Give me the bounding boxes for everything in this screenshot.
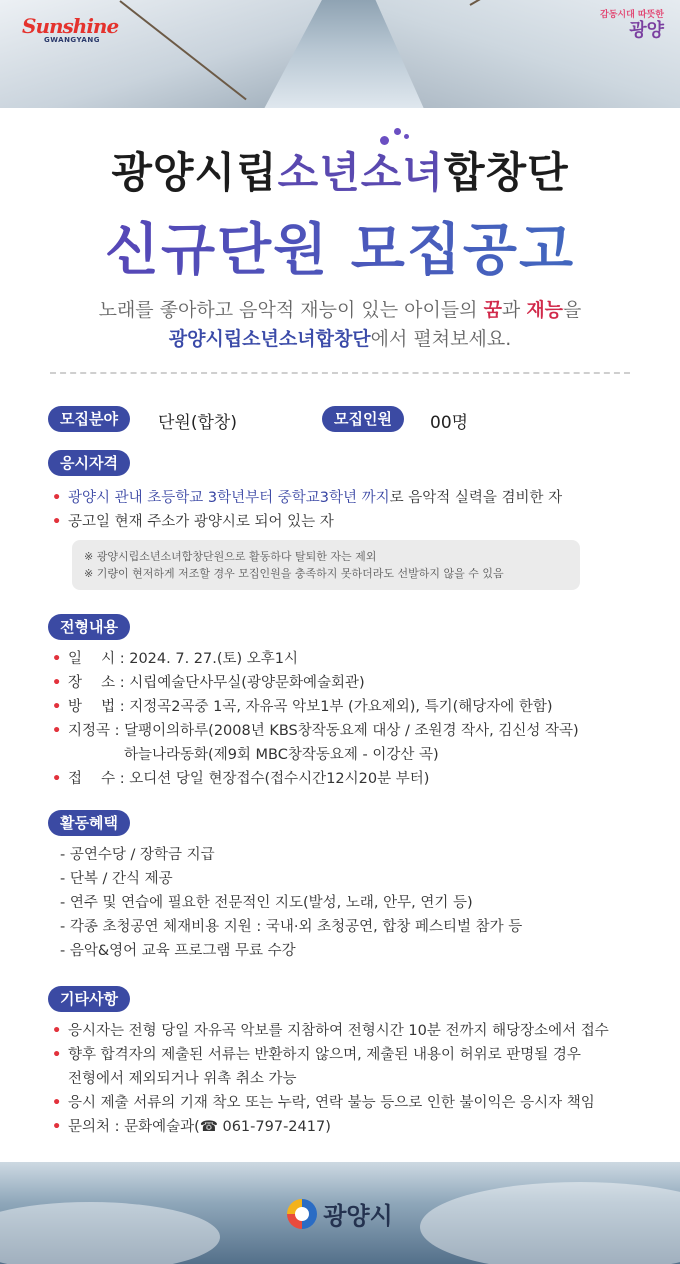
title-highlight-boys: 소년 bbox=[277, 148, 361, 197]
gwangyang-city-logo bbox=[0, 1196, 680, 1231]
city-emblem-icon bbox=[287, 1199, 317, 1229]
etc-text: 응시자는 전형 당일 자유곡 악보를 지참하여 전형시간 10분 전까지 해당장소에서 접수 bbox=[68, 1023, 609, 1039]
intro-text-segment: 을 bbox=[563, 299, 582, 321]
qualification-highlight: 광양시 관내 초등학교 3학년부터 중학교3학년 까지 bbox=[68, 490, 390, 506]
choir-title bbox=[0, 140, 680, 200]
selection-place: 장 소 : 시립예술단사무실(광양문화예술회관) bbox=[68, 675, 365, 691]
list-item: • 공고일 현재 주소가 광양시로 되어 있는 자 bbox=[52, 514, 334, 530]
recruit-count-value: 00명 bbox=[430, 413, 469, 433]
list-item: - 연주 및 연습에 필요한 전문적인 지도(발성, 노래, 안무, 연기 등) bbox=[60, 895, 473, 911]
list-item: • 향후 합격자의 제출된 서류는 반환하지 않으며, 제출된 내용이 허위로 판명될 경우 bbox=[52, 1047, 581, 1063]
list-item: • 문의처 : 문화예술과(☎ 061-797-2417) bbox=[52, 1119, 331, 1135]
intro-highlight-talent: 재능 bbox=[526, 299, 564, 321]
selection-method: 방 법 : 지정곡2곡중 1곡, 자유곡 악보1부 (가요제외), 특기(해당자에 한함) bbox=[68, 699, 553, 715]
intro-highlight-dream: 꿈 bbox=[483, 299, 502, 321]
intro-text-segment: 과 bbox=[501, 299, 527, 321]
city-slogan-logo bbox=[592, 10, 664, 41]
recruit-field-badge: 모집분야 bbox=[48, 406, 130, 432]
list-item: - 단복 / 간식 제공 bbox=[60, 871, 173, 887]
benefits-badge: 활동혜택 bbox=[48, 810, 130, 836]
slogan-small-text: 감동시대 따뜻한 bbox=[600, 10, 664, 20]
list-item: • 장 소 : 시립예술단사무실(광양문화예술회관) bbox=[52, 675, 365, 691]
header-banner bbox=[0, 0, 680, 108]
selection-badge: 전형내용 bbox=[48, 614, 130, 640]
list-item: • 접 수 : 오디션 당일 현장접수(접수시간12시20분 부터) bbox=[52, 771, 430, 787]
contact-info: 문의처 : 문화예술과(☎ 061-797-2417) bbox=[68, 1119, 331, 1135]
dashed-divider bbox=[50, 372, 630, 374]
etc-text: 전형에서 제외되거나 위촉 취소 가능 bbox=[68, 1071, 297, 1087]
qualification-badge: 응시자격 bbox=[48, 450, 130, 476]
city-name: 광양시 bbox=[323, 1202, 393, 1230]
selection-song-2: 하늘나라동화(제9회 MBC창작동요제 - 이강산 곡) bbox=[124, 747, 439, 763]
list-item: • 응시 제출 서류의 기재 착오 또는 누락, 연락 불능 등으로 인한 불이익은 응시자 책임 bbox=[52, 1095, 595, 1111]
list-item bbox=[50, 1067, 609, 1091]
list-item: • 일 시 : 2024. 7. 27.(토) 오후1시 bbox=[52, 651, 299, 667]
intro-text-segment: 에서 펼쳐보세요. bbox=[370, 328, 512, 350]
recruit-count-badge: 모집인원 bbox=[322, 406, 404, 432]
title-part2: 합창단 bbox=[443, 148, 569, 197]
etc-list bbox=[50, 1019, 609, 1139]
intro-text bbox=[0, 296, 680, 354]
qualification-text: 로 음악적 실력을 겸비한 자 bbox=[389, 490, 563, 506]
etc-text: 향후 합격자의 제출된 서류는 반환하지 않으며, 제출된 내용이 허위로 판명될 경우 bbox=[68, 1047, 581, 1063]
list-item: • 광양시 관내 초등학교 3학년부터 중학교3학년 까지로 음악적 실력을 겸비한 자 bbox=[52, 490, 563, 506]
intro-text-segment: 노래를 좋아하고 음악적 재능이 있는 아이들의 bbox=[98, 299, 484, 321]
qualification-list bbox=[50, 486, 562, 534]
note-line: ※ 광양시립소년소녀합창단원으로 활동하다 탈퇴한 자는 제외 bbox=[84, 550, 377, 563]
benefits-list bbox=[60, 843, 522, 963]
list-item: - 공연수당 / 장학금 지급 bbox=[60, 847, 215, 863]
list-item: • 방 법 : 지정곡2곡중 1곡, 자유곡 악보1부 (가요제외), 특기(해당자에 한함) bbox=[52, 699, 553, 715]
list-item: • 지정곡 : 달팽이의하루(2008년 KBS창작동요제 대상 / 조원경 작사, 김신성 작곡) bbox=[52, 723, 579, 739]
selection-reception: 접 수 : 오디션 당일 현장접수(접수시간12시20분 부터) bbox=[68, 771, 430, 787]
intro-highlight-choir: 광양시립소년소녀합창단 bbox=[168, 328, 371, 350]
qualification-text: 공고일 현재 주소가 광양시로 되어 있는 자 bbox=[68, 514, 334, 530]
recruit-field-value: 단원(합창) bbox=[158, 413, 237, 433]
list-item bbox=[50, 743, 579, 767]
etc-text: 응시 제출 서류의 기재 착오 또는 누락, 연락 불능 등으로 인한 불이익은 응시자 책임 bbox=[68, 1095, 595, 1111]
title-highlight-girls: 소녀 bbox=[360, 148, 444, 197]
logo-sub-text: GWANGYANG bbox=[44, 36, 100, 44]
etc-badge: 기타사항 bbox=[48, 986, 130, 1012]
selection-list bbox=[50, 647, 579, 791]
list-item: - 각종 초청공연 체재비용 지원 : 국내·외 초청공연, 합창 페스티벌 참가 등 bbox=[60, 919, 523, 935]
slogan-large-text: 광양 bbox=[629, 20, 664, 41]
qualification-note-box bbox=[72, 540, 580, 590]
sunshine-gwangyang-logo bbox=[22, 14, 118, 44]
list-item: - 음악&영어 교육 프로그램 무료 수강 bbox=[60, 943, 296, 959]
list-item: • 응시자는 전형 당일 자유곡 악보를 지참하여 전형시간 10분 전까지 해당장소에서 접수 bbox=[52, 1023, 609, 1039]
title-part1: 광양시립 bbox=[111, 148, 278, 197]
note-line: ※ 기량이 현저하게 저조할 경우 모집인원을 충족하지 못하더라도 선발하지 않을 수 있음 bbox=[84, 567, 504, 580]
selection-song: 지정곡 : 달팽이의하루(2008년 KBS창작동요제 대상 / 조원경 작사, 김신성 작곡) bbox=[68, 723, 579, 739]
logo-main-text: Sunshine bbox=[22, 14, 119, 38]
main-heading: 신규단원 모집공고 bbox=[0, 206, 680, 286]
selection-date: 일 시 : 2024. 7. 27.(토) 오후1시 bbox=[68, 651, 299, 667]
